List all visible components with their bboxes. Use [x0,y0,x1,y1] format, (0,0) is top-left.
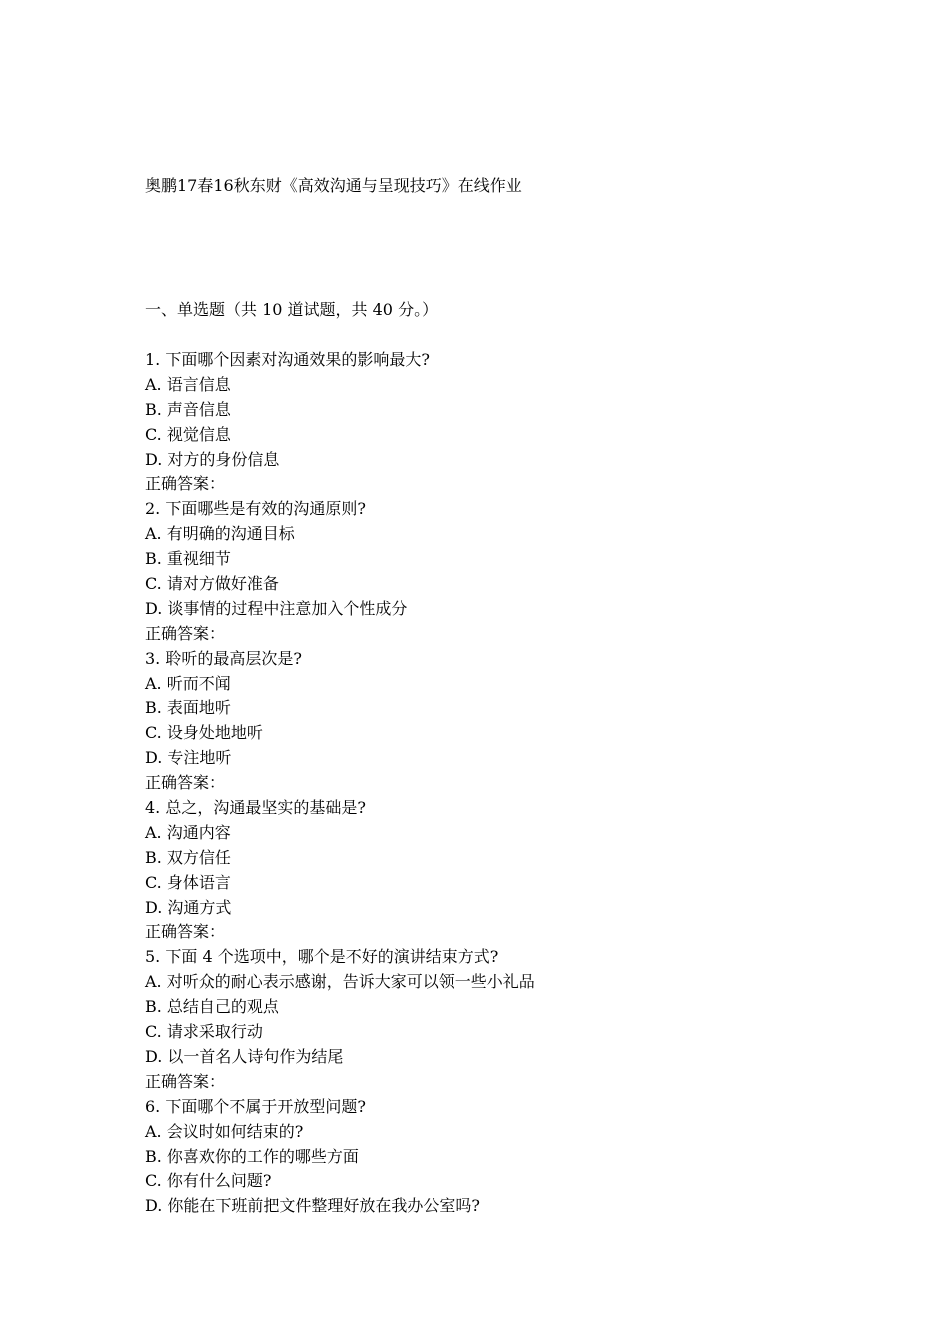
document-title: 奥鹏17春16秋东财《高效沟通与呈现技巧》在线作业 [145,176,522,195]
question-block [145,348,865,497]
question-option: C. 设身处地地听 [145,723,263,743]
question-option: A. 听而不闻 [145,673,231,693]
question-stem: 1. 下面哪个因素对沟通效果的影响最大? [145,350,430,369]
question-option: D. 谈事情的过程中注意加入个性成分 [145,598,408,618]
question-option: C. 你有什么问题? [145,1171,272,1191]
answer-label: 正确答案： [145,922,226,942]
question-block [145,945,865,1094]
answer-label: 正确答案： [145,623,226,643]
question-option: C. 请求采取行动 [145,1022,263,1042]
question-option: D. 你能在下班前把文件整理好放在我办公室吗? [145,1196,481,1216]
question-stem: 5. 下面 4 个选项中，哪个是不好的演讲结束方式? [145,947,499,967]
question-block [145,647,865,796]
question-option: C. 身体语言 [145,872,231,892]
question-option: B. 重视细节 [145,549,231,569]
question-stem: 6. 下面哪个不属于开放型问题? [145,1096,366,1116]
question-option: A. 会议时如何结束的? [145,1121,304,1141]
question-block [145,497,865,646]
question-stem: 2. 下面哪些是有效的沟通原则? [145,499,366,519]
answer-label: 正确答案： [145,1071,226,1091]
question-stem: 3. 聆听的最高层次是? [145,648,302,668]
question-option: C. 视觉信息 [145,424,231,444]
section-heading: 一、单选题（共 10 道试题，共 40 分。） [145,300,439,319]
question-option: D. 对方的身份信息 [145,449,280,469]
question-option: D. 以一首名人诗句作为结尾 [145,1046,344,1066]
question-option: B. 声音信息 [145,399,231,419]
question-option: D. 沟通方式 [145,897,232,917]
question-stem: 4. 总之，沟通最坚实的基础是? [145,798,366,818]
question-list [145,348,865,1219]
question-option: A. 对听众的耐心表示感谢，告诉大家可以领一些小礼品 [145,972,535,992]
question-option: A. 语言信息 [145,374,231,394]
question-option: A. 有明确的沟通目标 [145,524,295,544]
question-option: B. 总结自己的观点 [145,997,279,1017]
question-option: B. 表面地听 [145,698,231,718]
answer-label: 正确答案： [145,474,226,494]
question-option: B. 你喜欢你的工作的哪些方面 [145,1146,359,1166]
answer-label: 正确答案： [145,773,226,793]
question-option: A. 沟通内容 [145,822,231,842]
question-block [145,796,865,945]
question-option: C. 请对方做好准备 [145,574,279,594]
question-block [145,1095,865,1219]
question-option: B. 双方信任 [145,847,231,867]
question-option: D. 专注地听 [145,748,232,768]
